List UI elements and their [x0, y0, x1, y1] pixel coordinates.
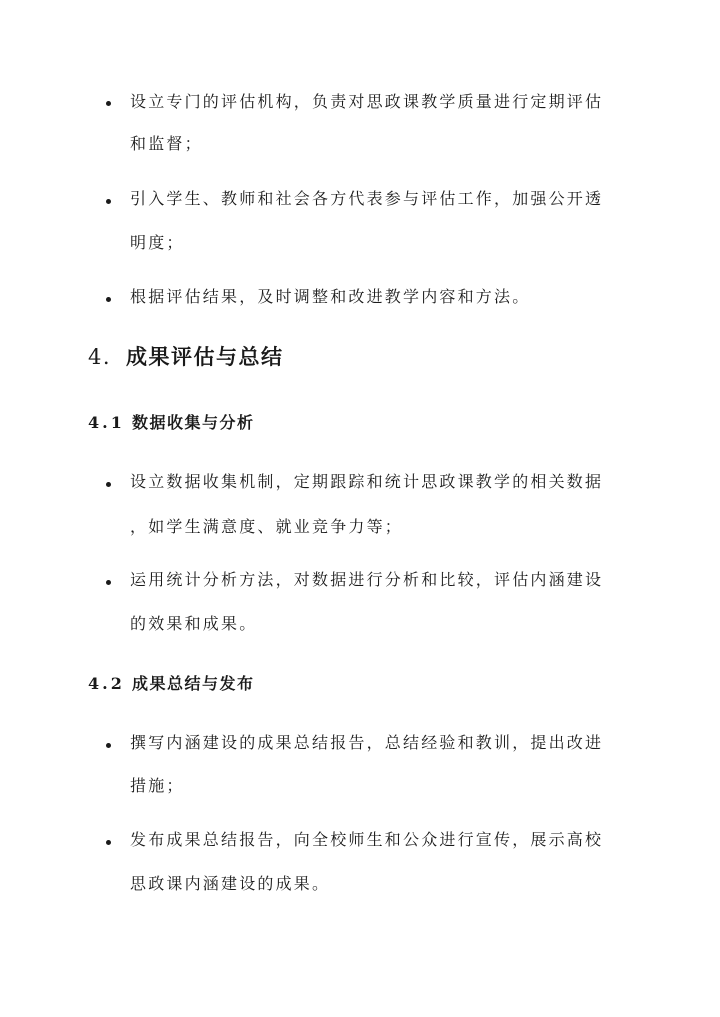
list-item-text: 发布成果总结报告，向全校师生和公众进行宣传，展示高校	[130, 830, 604, 849]
bullet-icon	[106, 840, 111, 845]
section-heading	[88, 344, 284, 370]
list-item-text: 和监督；	[130, 134, 203, 153]
list-item-text: 设立数据收集机制，定期跟踪和统计思政课教学的相关数据	[130, 472, 604, 491]
list-item-text: 引入学生、教师和社会各方代表参与评估工作，加强公开透	[130, 189, 604, 208]
list-item-text: 明度；	[130, 233, 185, 252]
subsection-heading	[88, 413, 255, 433]
list-item-text: 根据评估结果，及时调整和改进教学内容和方法。	[130, 287, 531, 306]
subsection-number: 4.2	[88, 674, 125, 693]
bullet-icon	[106, 297, 111, 302]
list-item-text: 措施；	[130, 776, 185, 795]
bullet-icon	[106, 482, 111, 487]
bullet-icon	[106, 580, 111, 585]
section-title: 成果评估与总结	[126, 344, 284, 369]
bullet-icon	[106, 743, 111, 748]
bullet-icon	[106, 199, 111, 204]
subsection-heading	[88, 674, 255, 694]
list-item-text: 设立专门的评估机构，负责对思政课教学质量进行定期评估	[130, 92, 604, 111]
list-item-text: ，如学生满意度、就业竞争力等；	[130, 517, 404, 536]
list-item-text: 思政课内涵建设的成果。	[130, 874, 331, 893]
subsection-title: 数据收集与分析	[132, 413, 255, 432]
subsection-number: 4.1	[88, 413, 125, 432]
bullet-icon	[106, 101, 111, 106]
list-item-text: 运用统计分析方法，对数据进行分析和比较，评估内涵建设	[130, 570, 604, 589]
section-number: 4.	[88, 345, 112, 369]
subsection-title: 成果总结与发布	[132, 674, 255, 693]
list-item-text: 的效果和成果。	[130, 614, 258, 633]
list-item-text: 撰写内涵建设的成果总结报告，总结经验和教训，提出改进	[130, 733, 604, 752]
